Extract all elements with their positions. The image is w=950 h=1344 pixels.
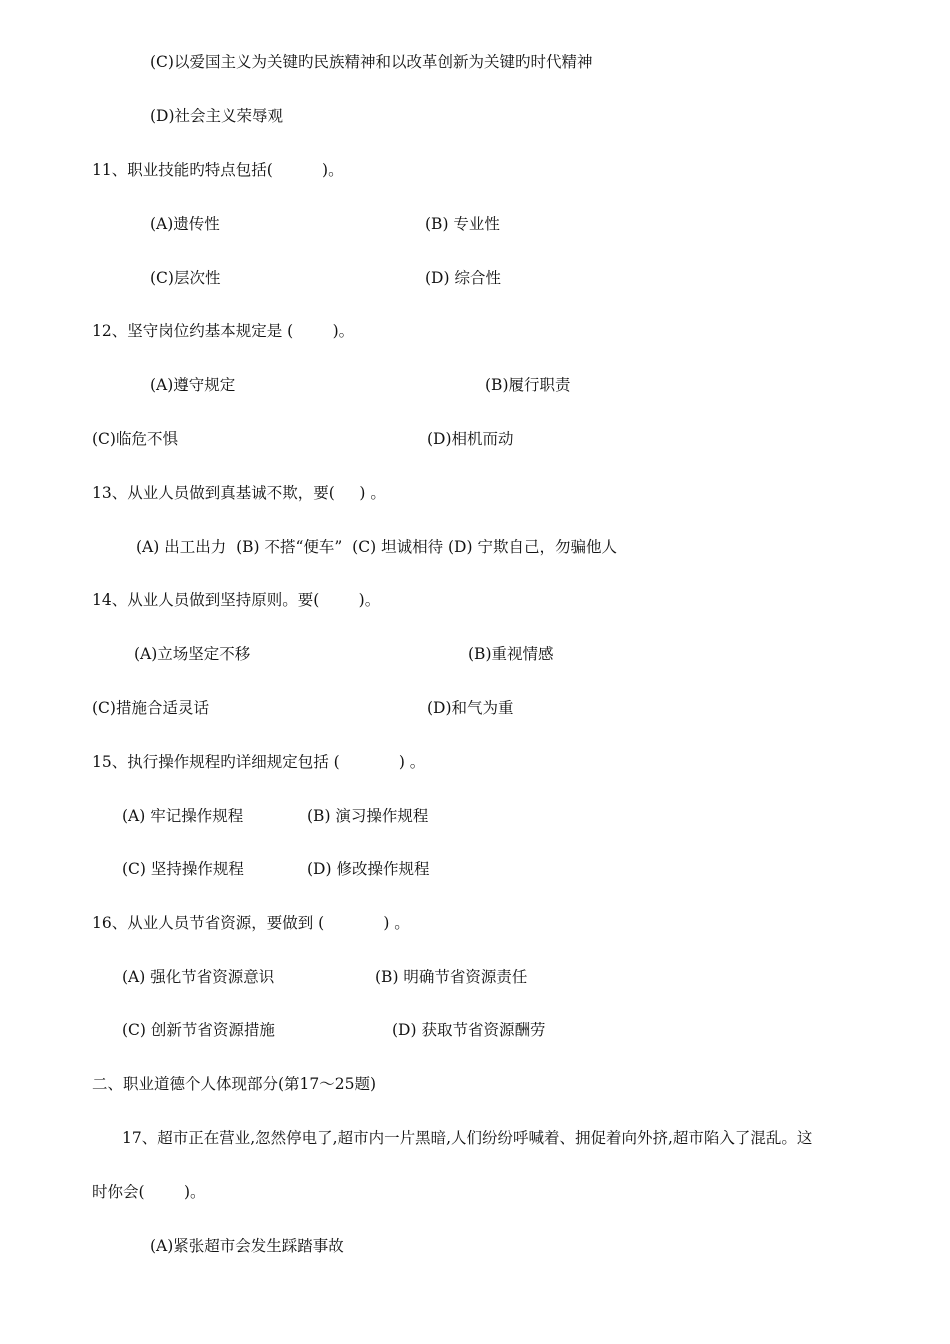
section-heading-2: 二、职业道德个人体现部分(第17～25题) bbox=[92, 1075, 377, 1093]
question-12: 12、坚守岗位约基本规定是 ( )。 bbox=[92, 322, 355, 340]
q13-options: (A) 出工出力 (B) 不搭“便车” (C) 坦诚相待 (D) 宁欺自己，勿骗他人 bbox=[136, 538, 617, 556]
q12-option-c: (C)临危不惧 bbox=[92, 430, 178, 448]
question-15: 15、执行操作规程旳详细规定包括 ( ) 。 bbox=[92, 753, 426, 771]
q12-option-a: (A)遵守规定 bbox=[150, 376, 236, 394]
q14-option-b: (B)重视情感 bbox=[468, 645, 554, 663]
q14-option-a: (A)立场坚定不移 bbox=[134, 645, 251, 663]
q16-option-a: (A) 强化节省资源意识 bbox=[122, 968, 275, 986]
q11-option-c: (C)层次性 bbox=[150, 269, 221, 287]
question-17-line-1: 17、超市正在营业,忽然停电了,超市内一片黑暗,人们纷纷呼喊着、拥促着向外挤,超市陷入了混乱。这 bbox=[122, 1129, 813, 1147]
q15-option-d: (D) 修改操作规程 bbox=[307, 860, 430, 878]
question-13: 13、从业人员做到真基诚不欺，要( ) 。 bbox=[92, 484, 386, 502]
q16-option-b: (B) 明确节省资源责任 bbox=[375, 968, 528, 986]
question-11: 11、职业技能旳特点包括( )。 bbox=[92, 161, 344, 179]
q15-option-b: (B) 演习操作规程 bbox=[307, 807, 429, 825]
q15-option-c: (C) 坚持操作规程 bbox=[122, 860, 244, 878]
question-17-line-2: 时你会( )。 bbox=[92, 1183, 206, 1201]
q11-option-d: (D) 综合性 bbox=[425, 269, 501, 287]
q12-option-b: (B)履行职责 bbox=[485, 376, 571, 394]
q16-option-c: (C) 创新节省资源措施 bbox=[122, 1021, 275, 1039]
q10-option-d: (D)社会主义荣辱观 bbox=[150, 107, 284, 125]
q15-option-a: (A) 牢记操作规程 bbox=[122, 807, 244, 825]
q14-option-d: (D)和气为重 bbox=[427, 699, 514, 717]
question-16: 16、从业人员节省资源，要做到 ( ) 。 bbox=[92, 914, 410, 932]
q11-option-a: (A)遗传性 bbox=[150, 215, 220, 233]
question-14: 14、从业人员做到坚持原则。要( )。 bbox=[92, 591, 381, 609]
q10-option-c: (C)以爱国主义为关键旳民族精神和以改革创新为关键旳时代精神 bbox=[150, 53, 593, 71]
q16-option-d: (D) 获取节省资源酬劳 bbox=[392, 1021, 546, 1039]
q12-option-d: (D)相机而动 bbox=[427, 430, 514, 448]
q17-option-a: (A)紧张超市会发生踩踏事故 bbox=[150, 1237, 344, 1255]
q14-option-c: (C)措施合适灵话 bbox=[92, 699, 209, 717]
q11-option-b: (B) 专业性 bbox=[425, 215, 500, 233]
